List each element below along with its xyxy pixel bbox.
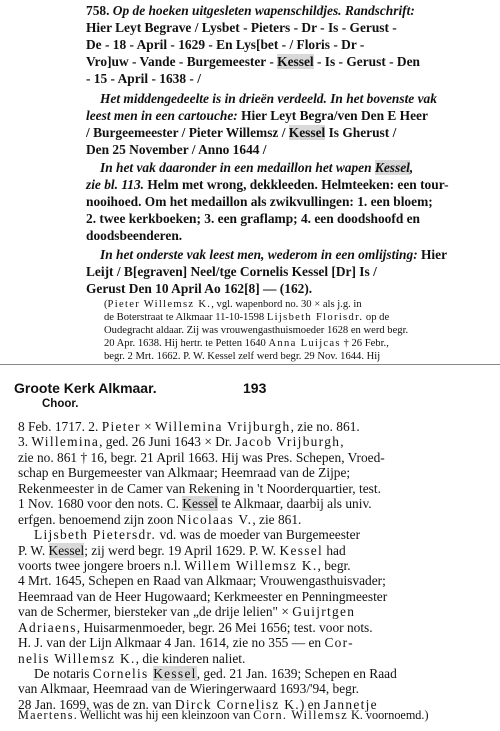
body-line: van Alkmaar, Heemraad van de Wieringerwaard 1693/'94, begr. [18,681,359,697]
body-line: P. W. Kessel; zij werd begr. 19 April 1629. P. W. Kessel had [18,542,346,558]
inscription-line: De - 18 - April - 1629 - En Lys[bet - / Floris - Dr - [86,37,365,52]
body-line: zie no. 861 † 16, begr. 21 April 1663. Hij was Pres. Schepen, Vroed- [18,449,385,465]
body-line: 3. Willemina, ged. 26 Juni 1643 × Dr. Jacob Vrijburgh, [18,434,344,450]
body-line: 28 Jan. 1699, was de zn. van Dirck Cornelisz K.) en Jannetje [18,696,378,712]
entry-758-line-1: 758. Op de hoeken uitgesleten wapenschildjes. Randschrift: [86,3,415,18]
description-line: doodsbeenderen. [86,228,183,243]
body-line: Lijsbeth Pietersdr. vd. was de moeder van Burgemeester [34,527,361,543]
inscription-line: Leijt / B[egraven] Neel/tge Cornelis Kessel [Dr] Is / [86,264,377,279]
body-line: voorts twee jongere broers n.l. Willem Willemsz K., begr. [18,557,351,573]
body-line: De notaris Cornelis Kessel, ged. 21 Jan. 1639; Schepen en Raad [34,666,397,682]
section-subhead: Choor. [42,398,79,410]
inscription-line: / Burgeemeester / Pieter Willemsz / Kessel Is Gherust / [86,125,397,140]
body-line-overflow: Maertens. Wellicht was hij een kleinzoon van Corn. Willemsz K. voornoemd.) [18,708,429,722]
body-line-tail: K. voornoemd.) [351,708,429,722]
footnote-line: 20 Apr. 1638. Hij hertr. te Petten 1640 Anna Luijcas † 26 Febr., [104,338,389,349]
footnote-line: begr. 2 Mrt. 1662. P. W. Kessel zelf werd begr. 29 Nov. 1644. Hij [104,351,381,362]
upper-page-fragment [0,0,500,364]
body-line: schap en Burgemeester van Alkmaar; Heemraad van de Zijpe; [18,465,351,481]
description-line: Het middengedeelte is in drieën verdeeld. In het bovenste vak [100,91,437,106]
body-line: nelis Willemsz K., die kinderen naliet. [18,650,246,666]
body-line: H. J. van der Lijn Alkmaar 4 Jan. 1614, zie no 355 — en Cor- [18,635,354,651]
body-line: 8 Feb. 1717. 2. Pieter × Willemina Vrijburgh, zie no. 861. [18,419,360,434]
body-line: erfgen. benoemend zijn zoon Nicolaas V., zie 861. [18,511,302,527]
description-line: zie bl. 113. Helm met wrong, dekkleeden. Helmteeken: een tour- [86,177,449,192]
inscription-line: - 15 - April - 1638 - / [86,71,201,86]
description-line: In het vak daaronder in een medaillon het wapen Kessel, [100,160,414,175]
inscription-line: Gerust Den 10 April Ao 162[8] — (162). [86,281,313,296]
body-line: Rekenmeester in de Camer van Rekening in 't Noorderquartier, test. [18,480,381,496]
body-line: van de Schermer, biersteker van „de drije lelien" × Guijrtgen [18,604,356,620]
footnote-line: (Pieter Willemsz K., vgl. wapenbord no. 30 × als j.g. in [104,299,362,310]
description-line: In het onderste vak leest men, wederom in een omlijsting: Hier [100,247,448,262]
body-line: 1 Nov. 1680 voor den nots. C. Kessel te Alkmaar, daarbij als univ. [18,496,372,512]
description-line: 2. twee kerkboeken; 3. een graflamp; 4. een doodshoofd en [86,211,421,226]
inscription-line: Vro]uw - Vande - Burgemeester - Kessel - Is - Gerust - Den [86,54,420,69]
footnote-line: Oudegracht aldaar. Zij was vrouwengasthuismoeder 1628 en werd begr. [104,325,409,336]
inscription-line: Den 25 November / Anno 1644 / [86,142,267,157]
body-line: Heemraad van de Heer Hugowaard; Kerkmeester en Penningmeester [18,588,388,604]
inscription-line: Hier Leyt Begrave / Lysbet - Pieters - Dr - Is - Gerust - [86,20,397,35]
description-line: leest men in een cartouche: Hier Leyt Begra/ven Den E Heer [86,108,428,123]
description-line: nooihoed. Om het medaillon als zwikvullingen: 1. een bloem; [86,194,433,209]
running-head: Groote Kerk Alkmaar. [14,380,157,396]
page-number: 193 [243,380,267,396]
footnote-line: de Boterstraat te Alkmaar 11-10-1598 Lijsbeth Florisdr. op de [104,312,390,323]
body-line: 4 Mrt. 1645, Schepen en Raad van Alkmaar; Vrouwengasthuisvader; [18,573,386,589]
body-line: Adriaens, Huisarmenmoeder, begr. 26 Mei 1656; test. voor nots. [18,619,373,635]
lower-page-fragment [0,374,500,731]
